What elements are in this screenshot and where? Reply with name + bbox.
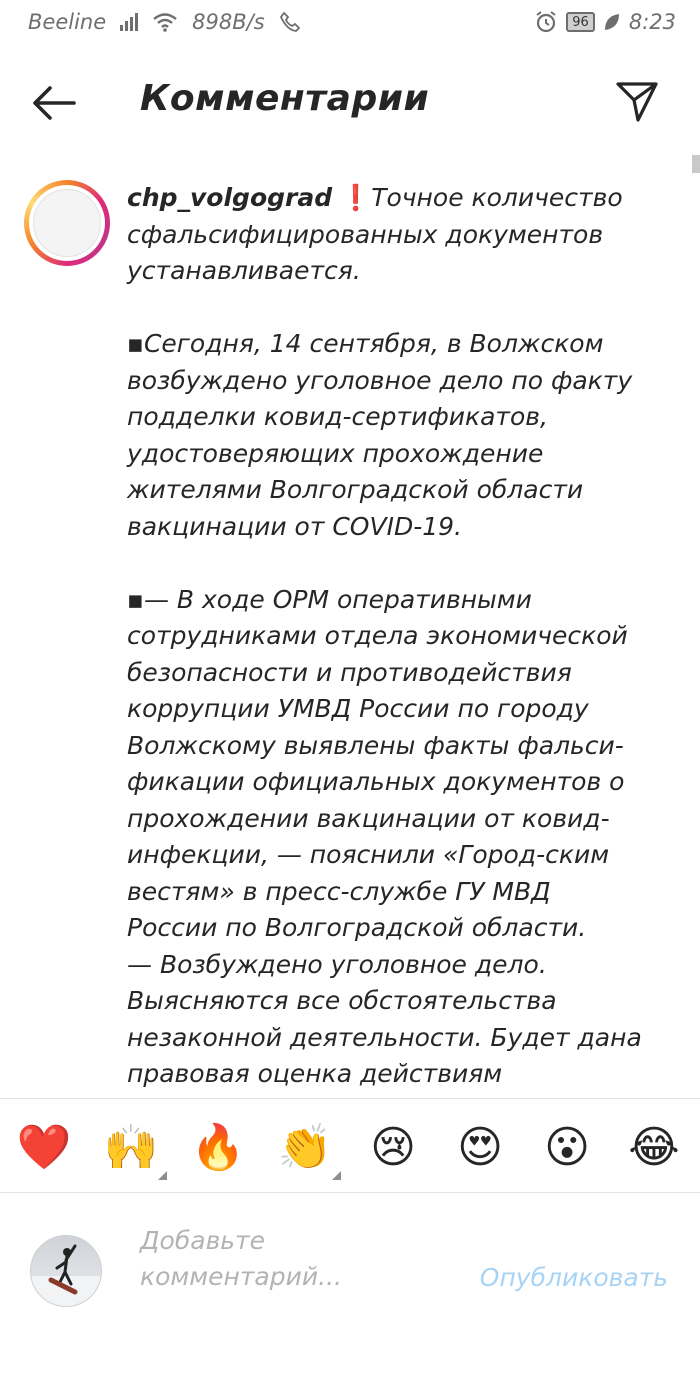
clapping-hands-icon[interactable]: 👏 [275,1122,335,1174]
battery-icon: 96 [566,12,595,32]
paper-plane-icon [614,78,660,124]
alarm-icon [534,10,558,34]
status-right [534,10,676,34]
quick-reactions-bar [0,1100,700,1192]
comment-input[interactable]: Добавьте комментарий... [140,1226,342,1291]
caption-body: Точное количество сфальсифицированных документов устанавливается. ▪Сегодня, 14 сентября, в Волжском возбуждено уголовное дело по факту подделки ковид-сертификатов, удостоверяющих прохождение жителями Волгоградской области вакцинации от COVID-19. ▪— В ходе ОРМ оперативными сотрудниками отдела экономической безопасности и противодействия коррупции УМВД России по городу Волжскому выявлены факты фальси-фикации официальных документов о прохождении вакцинации от ковид-инфекции, — пояснили «Город-ским вестям» в пресс-службе ГУ МВД России по Волгоградской области. — Возбуждено уголовное дело. Выясняются все обстоятельства незаконной деятельности. Будет дана правовая оценка действиям [127,183,642,1088]
status-bar [0,0,700,50]
arrow-left-icon [28,78,80,128]
author-username[interactable]: chp_volgograd [127,183,333,212]
post-caption [0,176,700,1096]
leaf-icon [603,12,621,32]
net-speed-label: 898B/s [192,10,265,34]
page-title: Комментарии [140,78,430,119]
call-icon [279,11,301,33]
heart-eyes-icon[interactable]: 😍 [457,1122,503,1173]
surprised-face-icon[interactable]: 😮 [544,1122,590,1173]
author-avatar[interactable] [24,180,110,266]
caption-text [127,180,647,1093]
wifi-icon [152,12,178,32]
status-left [28,10,301,34]
divider [0,1098,700,1099]
crying-face-icon[interactable]: 😢 [370,1122,416,1173]
scrollbar[interactable] [692,155,700,173]
snowboarder-photo [31,1236,101,1306]
raising-hands-icon[interactable]: 🙌 [101,1122,161,1174]
comment-composer [0,1193,700,1400]
back-button[interactable] [28,78,80,128]
publish-button[interactable]: Опубликовать [479,1263,668,1292]
signal-icon [120,13,138,31]
header [0,60,700,146]
user-avatar [30,1235,102,1307]
carrier-label: Beeline [28,10,107,34]
tears-of-joy-icon[interactable]: 😂 [628,1122,680,1173]
fire-icon[interactable]: 🔥 [190,1122,246,1173]
share-button[interactable] [614,78,660,124]
clock: 8:23 [628,10,676,34]
exclamation-icon: ❗ [340,183,372,212]
red-heart-icon[interactable]: ❤️ [16,1122,72,1173]
